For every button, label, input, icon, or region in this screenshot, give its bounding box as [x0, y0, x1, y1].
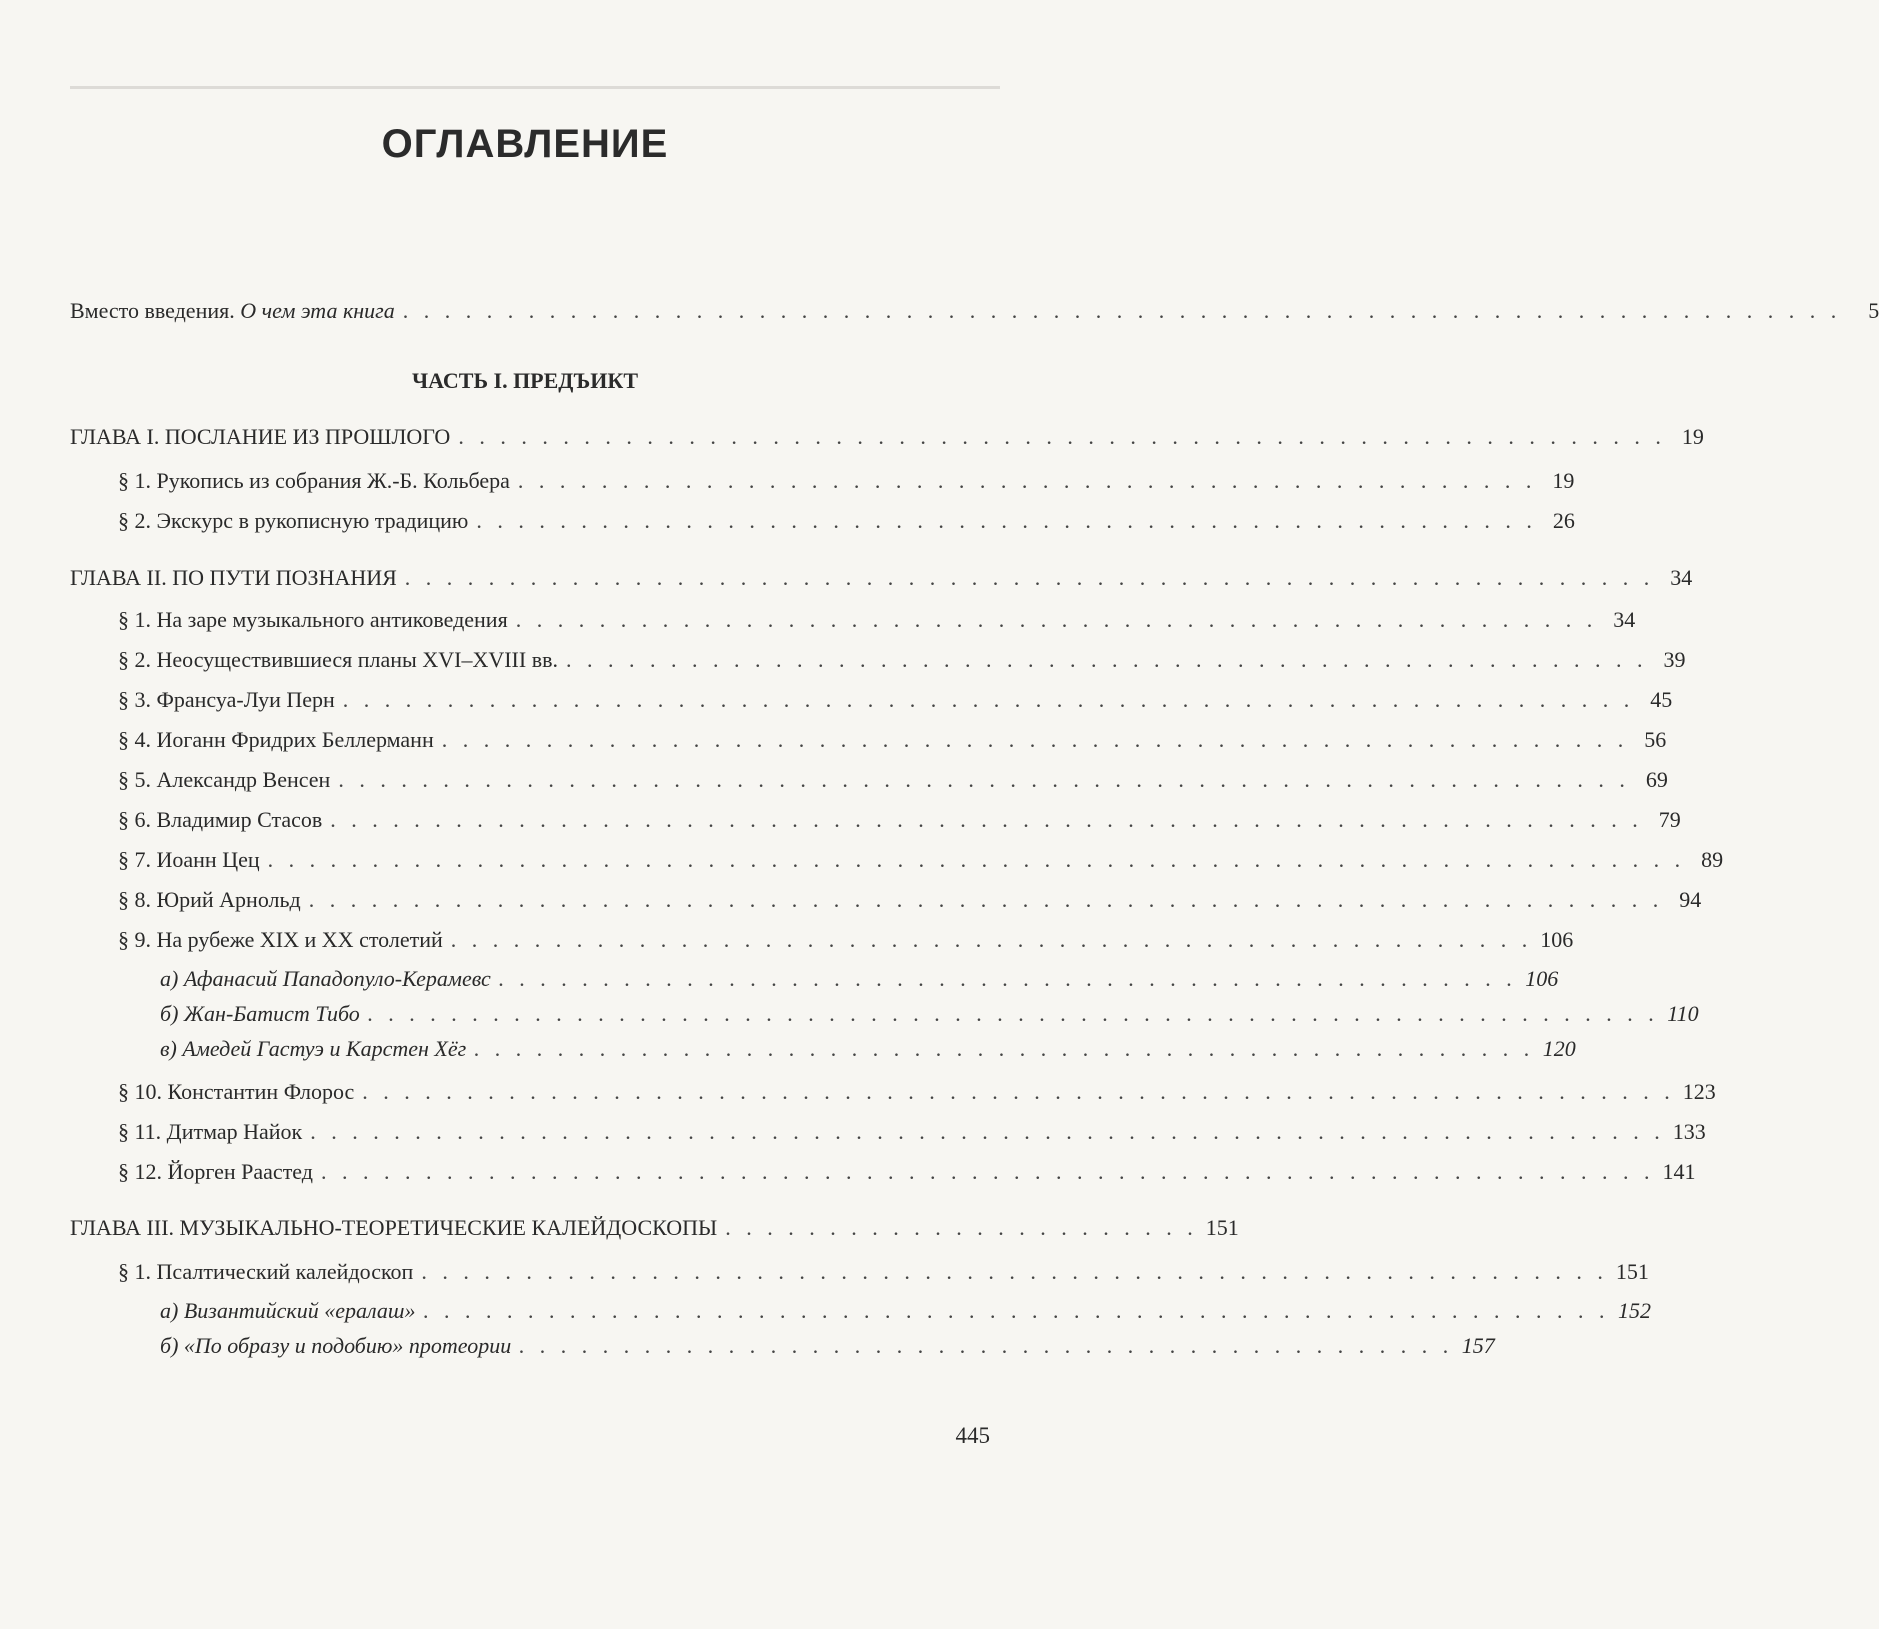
toc-chapter-2[interactable] [70, 564, 1693, 592]
section-title: § 4. Иоганн Фридрих Беллерманн [118, 727, 434, 752]
dot-leader: . . . . . . . . . . . . . . . . . . . . . . . . . . . . . . . . . . . . . . . . . . . . . . . . . . . . . . . . . [421, 1259, 1608, 1284]
dot-leader: . . . . . . . . . . . . . . . . . . . . . . . . . . . . . . . . . . . . . . . . . . . . . . . . . . . . [450, 927, 1533, 952]
toc-section[interactable] [118, 726, 1667, 754]
dot-leader: . . . . . . . . . . . . . . . . . . . . . . . . . . . . . . . . . . . . . . . . . . . . . . . . . . . . . . . . . . [458, 424, 1666, 449]
page-number: 34 [1613, 607, 1636, 632]
section-title: § 2. Экскурс в рукописную традицию [118, 508, 469, 533]
toc-section[interactable] [118, 806, 1681, 834]
toc-section[interactable] [118, 1158, 1696, 1186]
part-heading: ЧАСТЬ I. ПРЕДЪИКТ [411, 368, 639, 393]
toc-section[interactable] [118, 1118, 1706, 1146]
toc-subsection[interactable] [160, 1297, 1651, 1325]
section-title: § 8. Юрий Арнольд [118, 887, 301, 912]
dot-leader: . . . . . . . . . . . . . . . . . . . . . . . . . . . . . . . . . . . . . . . . . . . . . . . . . . . . . . . . . . . . . . [338, 767, 1630, 792]
dot-leader: . . . . . . . . . . . . . . . . . . . . . . . . . . . . . . . . . . . . . . . . . . . . . . . . . . . . . . . . . . . . . . . . [320, 1159, 1655, 1184]
subsection-title: в) Амедей Гастуэ и Карстен Хёг [160, 1036, 467, 1061]
toc-section[interactable] [118, 1258, 1649, 1286]
section-title: § 10. Константин Флорос [118, 1079, 355, 1104]
dot-leader: . . . . . . . . . . . . . . . . . . . . . . . . . . . . . . . . . . . . . . . . . . . . . [519, 1333, 1454, 1358]
intro-label-italic: О чем эта книга [240, 298, 395, 323]
page-number: 26 [1552, 508, 1575, 533]
subsection-title: а) Афанасий Пападопуло-Керамевс [160, 966, 491, 991]
dot-leader: . . . . . . . . . . . . . . . . . . . . . . . . . . . . . . . . . . . . . . . . . . . . . . . . . . . . . . . . . . . . . . . . . . . . . [402, 298, 1842, 323]
page-number: 152 [1617, 1298, 1651, 1323]
toc-section[interactable] [118, 646, 1686, 674]
toc-section[interactable] [118, 886, 1702, 914]
toc-subsection[interactable] [160, 1332, 1495, 1360]
page-number: 106 [1540, 927, 1574, 952]
toc-section[interactable] [118, 926, 1574, 954]
dot-leader: . . . . . . . . . . . . . . . . . . . . . . . . . . . . . . . . . . . . . . . . . . . . . . . . . . . . . . . . . . . . . . . [362, 1079, 1675, 1104]
page-number: 45 [1650, 687, 1673, 712]
toc-section[interactable] [118, 846, 1724, 874]
dot-leader: . . . . . . . . . . . . . . . . . . . . . . . . . . . . . . . . . . . . . . . . . . . . . . . . . [517, 468, 1537, 493]
faint-header-rule [70, 86, 1000, 99]
page-number: 110 [1667, 1001, 1699, 1026]
page-number: 34 [1670, 565, 1693, 590]
toc-subsection[interactable] [160, 1035, 1576, 1063]
section-title: § 7. Иоанн Цец [118, 847, 260, 872]
section-title: § 12. Йорген Раастед [118, 1159, 313, 1184]
section-title: § 3. Франсуа-Луи Перн [118, 687, 335, 712]
page-number: 19 [1552, 468, 1575, 493]
page-number: 56 [1644, 727, 1667, 752]
dot-leader: . . . . . . . . . . . . . . . . . . . . . . . [725, 1215, 1198, 1240]
toc-section[interactable] [118, 606, 1636, 634]
dot-leader: . . . . . . . . . . . . . . . . . . . . . . . . . . . . . . . . . . . . . . . . . . . . . . . . . . . . . . . . . . . . . . [342, 687, 1635, 712]
dot-leader: . . . . . . . . . . . . . . . . . . . . . . . . . . . . . . . . . . . . . . . . . . . . . . . . . . . . . . . . . . . . . . . . . . . . [267, 847, 1686, 872]
toc-section[interactable] [118, 766, 1668, 794]
dot-leader: . . . . . . . . . . . . . . . . . . . . . . . . . . . . . . . . . . . . . . . . . . . . . . . . . . . . . . . . . [423, 1298, 1610, 1323]
chapter-title: ГЛАВА III. МУЗЫКАЛЬНО-ТЕОРЕТИЧЕСКИЕ КАЛЕЙДОСКОПЫ [70, 1215, 718, 1240]
page-number: 69 [1645, 767, 1668, 792]
subsection-title: б) Жан-Батист Тибо [160, 1001, 360, 1026]
toc-chapter-1[interactable] [70, 423, 1704, 451]
page-number: 120 [1542, 1036, 1576, 1061]
page-number: 19 [1681, 424, 1704, 449]
section-title: § 2. Неосуществившиеся планы XVI–XVIII вв. [118, 647, 558, 672]
toc-section[interactable] [118, 507, 1575, 535]
dot-leader: . . . . . . . . . . . . . . . . . . . . . . . . . . . . . . . . . . . . . . . . . . . . . . . . . . . . . . . . . . . . . . . . . [308, 887, 1664, 912]
dot-leader: . . . . . . . . . . . . . . . . . . . . . . . . . . . . . . . . . . . . . . . . . . . . . . . . . . . . . . . . . . . . . . [367, 1001, 1660, 1026]
dot-leader: . . . . . . . . . . . . . . . . . . . . . . . . . . . . . . . . . . . . . . . . . . . . . . . . . . . . . . . . . . . . . . . . . [310, 1119, 1665, 1144]
page-number: 123 [1682, 1079, 1716, 1104]
toc-entry-intro[interactable] [70, 297, 1879, 325]
toc-section[interactable] [118, 686, 1673, 714]
page-number: 133 [1672, 1119, 1706, 1144]
page-number: 151 [1615, 1259, 1649, 1284]
page-number: 157 [1461, 1333, 1495, 1358]
subsection-title: б) «По образу и подобию» протеории [160, 1333, 512, 1358]
page-number: 39 [1663, 647, 1686, 672]
page-number: 141 [1662, 1159, 1696, 1184]
page-number: 79 [1658, 807, 1681, 832]
section-title: § 11. Дитмар Найок [118, 1119, 303, 1144]
section-title: § 9. На рубеже XIX и XX столетий [118, 927, 443, 952]
page-folio: 445 [955, 1423, 990, 1448]
chapter-title: ГЛАВА I. ПОСЛАНИЕ ИЗ ПРОШЛОГО [70, 424, 451, 449]
toc-section[interactable] [118, 1078, 1716, 1106]
page-number: 106 [1525, 966, 1559, 991]
page-title: ОГЛАВЛЕНИЕ [381, 122, 669, 166]
dot-leader: . . . . . . . . . . . . . . . . . . . . . . . . . . . . . . . . . . . . . . . . . . . . . . . . . . . [476, 508, 1537, 533]
toc-chapter-3[interactable] [70, 1214, 1239, 1242]
page-number: 151 [1205, 1215, 1239, 1240]
intro-label: Вместо введения. [70, 298, 235, 323]
toc-section[interactable] [118, 467, 1575, 495]
dot-leader: . . . . . . . . . . . . . . . . . . . . . . . . . . . . . . . . . . . . . . . . . . . . . . . . . . . [474, 1036, 1535, 1061]
toc-subsection[interactable] [160, 1000, 1699, 1028]
dot-leader: . . . . . . . . . . . . . . . . . . . . . . . . . . . . . . . . . . . . . . . . . . . . . . . . . . . . [515, 607, 1598, 632]
section-title: § 1. На заре музыкального антиковедения [118, 607, 508, 632]
chapter-title: ГЛАВА II. ПО ПУТИ ПОЗНАНИЯ [70, 565, 397, 590]
dot-leader: . . . . . . . . . . . . . . . . . . . . . . . . . . . . . . . . . . . . . . . . . . . . . . . . . . . . [565, 647, 1648, 672]
dot-leader: . . . . . . . . . . . . . . . . . . . . . . . . . . . . . . . . . . . . . . . . . . . . . . . . . [498, 966, 1518, 991]
section-title: § 5. Александр Венсен [118, 767, 331, 792]
toc-subsection[interactable] [160, 965, 1559, 993]
dot-leader: . . . . . . . . . . . . . . . . . . . . . . . . . . . . . . . . . . . . . . . . . . . . . . . . . . . . . . . . . . . . . . . [330, 807, 1643, 832]
subsection-title: а) Византийский «ералаш» [160, 1298, 416, 1323]
page-number: 5 [1868, 298, 1879, 323]
dot-leader: . . . . . . . . . . . . . . . . . . . . . . . . . . . . . . . . . . . . . . . . . . . . . . . . . . . . . . . . . . . . [404, 565, 1655, 590]
dot-leader: . . . . . . . . . . . . . . . . . . . . . . . . . . . . . . . . . . . . . . . . . . . . . . . . . . . . . . . . . [441, 727, 1629, 752]
page-number: 89 [1701, 847, 1724, 872]
section-title: § 1. Псалтический калейдоскоп [118, 1259, 414, 1284]
section-title: § 6. Владимир Стасов [118, 807, 323, 832]
page-number: 94 [1679, 887, 1702, 912]
section-title: § 1. Рукопись из собрания Ж.-Б. Кольбера [118, 468, 510, 493]
